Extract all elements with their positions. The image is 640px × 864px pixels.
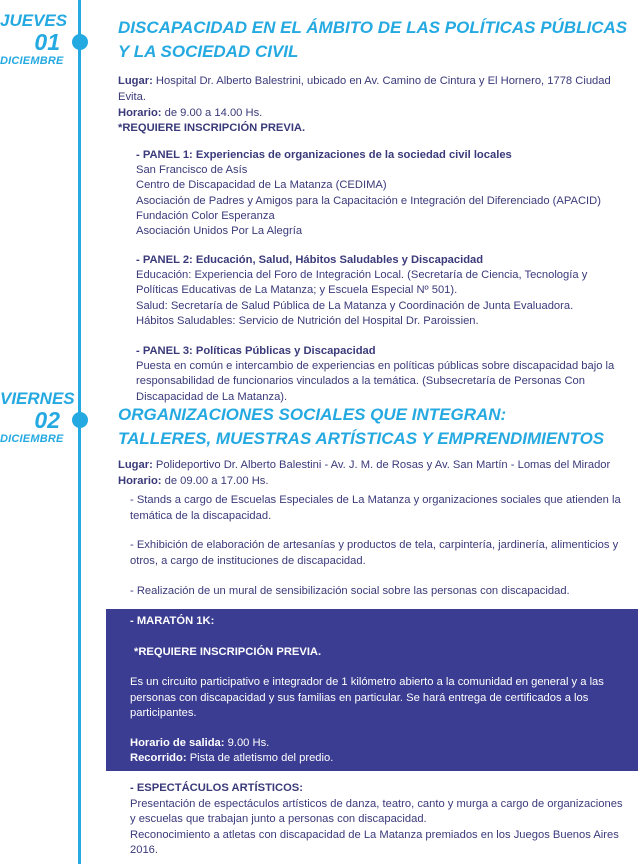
- lugar-label: Lugar:: [118, 75, 153, 87]
- timeline-dot-day1: [72, 34, 88, 50]
- maraton-horario-text: 9.00 Hs.: [227, 737, 270, 749]
- day-name: VIERNES: [0, 389, 75, 408]
- event1-title: [118, 16, 628, 64]
- date-block-day2: [0, 389, 75, 446]
- panel-3: [136, 344, 628, 405]
- horario-label: Horario:: [118, 474, 162, 487]
- horario-label: Horario:: [118, 106, 162, 119]
- day-month: DICIEMBRE: [0, 433, 64, 445]
- maraton-recorrido-label: Recorrido:: [130, 752, 187, 764]
- panel-line: Puesta en común e intercambio de experiencias en políticas públicas sobre discapacidad bajo la responsabilidad de funcionarios vinculados a la temática. (Subsecretaría de Personas Con Discapacidad de La Matanza).: [136, 360, 615, 403]
- maraton-horario-label: Horario de salida:: [130, 737, 225, 749]
- timeline-line: [78, 0, 81, 864]
- maraton-recorrido-text: Pista de atletismo del predio.: [189, 752, 334, 764]
- panel-line: Fundación Color Esperanza: [136, 209, 275, 222]
- panel-line: Hábitos Saludables: Servicio de Nutrición del Hospital Dr. Paroissien.: [136, 314, 479, 327]
- timeline-dot-day2: [72, 412, 88, 428]
- lugar-text: Hospital Dr. Alberto Balestrini, ubicado en Av. Camino de Cintura y El Hornero, 1778 Ciudad Evita.: [118, 75, 611, 103]
- day-month: DICIEMBRE: [0, 55, 64, 67]
- day-number: 02: [34, 407, 60, 433]
- bullet-exhibicion: - Exhibición de elaboración de artesanías y productos de tela, carpintería, jardinería, alimenticios y otros, a cargo de instituciones de discapacidad.: [130, 539, 619, 567]
- espectaculos-section: [130, 781, 628, 859]
- maraton-horario: [130, 736, 624, 752]
- panel-line: Centro de Discapacidad de La Matanza (CEDIMA): [136, 179, 387, 192]
- maraton-requiere: *REQUIERE INSCRIPCIÓN PREVIA.: [134, 646, 322, 658]
- panel-title: - PANEL 1: Experiencias de organizaciones de la sociedad civil locales: [136, 149, 512, 161]
- event2-title-line1: ORGANIZACIONES SOCIALES QUE INTEGRAN:: [118, 405, 507, 424]
- panel-line: San Francisco de Asís: [136, 164, 248, 177]
- maraton-section: [106, 609, 638, 771]
- horario-text: de 9.00 a 14.00 Hs.: [164, 106, 263, 119]
- panel-title: - PANEL 3: Políticas Públicas y Discapacidad: [136, 345, 376, 357]
- horario-text: de 09.00 a 17.00 Hs.: [164, 474, 269, 487]
- event2-title-line2: TALLERES, MUESTRAS ARTÍSTICAS Y EMPRENDIMIENTOS: [118, 429, 605, 448]
- requiere-inscripcion: *REQUIERE INSCRIPCIÓN PREVIA.: [118, 122, 306, 135]
- panel-line: Salud: Secretaría de Salud Pública de La Matanza y Coordinación de Junta Evaluadora.: [136, 299, 574, 312]
- panel-title: - PANEL 2: Educación, Salud, Hábitos Saludables y Discapacidad: [136, 254, 484, 266]
- espectaculos-line2: Reconocimiento a atletas con discapacidad de La Matanza premiados en los Juegos Buenos Aires 2016.: [130, 828, 619, 856]
- event2-info: [118, 458, 628, 490]
- espectaculos-title: - ESPECTÁCULOS ARTÍSTICOS:: [130, 782, 303, 794]
- day-number: 01: [34, 29, 60, 55]
- bullet-mural: - Realización de un mural de sensibilización social sobre las personas con discapacidad.: [130, 585, 570, 597]
- lugar-label: Lugar:: [118, 459, 153, 471]
- event1-title-line2: Y LA SOCIEDAD CIVIL: [118, 42, 299, 61]
- panel-line: Educación: Experiencia del Foro de Integración Local. (Secretaría de Ciencia, Tecnología y Políticas Educativas de La Matanza; y Escuela Especial Nº 501).: [136, 269, 588, 297]
- panel-line: Asociación de Padres y Amigos para la Capacitación e Integración del Diferenciado (APACID): [136, 194, 601, 207]
- lugar-text: Polideportivo Dr. Alberto Balestini - Av. J. M. de Rosas y Av. San Martín - Lomas del Mirador: [155, 459, 611, 471]
- panel-line: Asociación Unidos Por La Alegría: [136, 225, 303, 238]
- panel-1: [136, 148, 628, 239]
- bullet-stands: - Stands a cargo de Escuelas Especiales de La Matanza y organizaciones sociales que atienden la temática de la discapacidad.: [130, 494, 621, 522]
- maraton-title: - MARATÓN 1K:: [130, 615, 215, 627]
- event2-title: [118, 403, 628, 451]
- maraton-recorrido: [130, 751, 624, 767]
- date-block-day1: [0, 11, 68, 68]
- panel-2: [136, 253, 628, 329]
- day-name: JUEVES: [0, 11, 68, 30]
- event1-title-line1: DISCAPACIDAD EN EL ÁMBITO DE LAS POLÍTICAS PÚBLICAS: [118, 18, 628, 37]
- espectaculos-line1: Presentación de espectáculos artísticos de danza, teatro, canto y murga a cargo de organizaciones y escuelas que trabajan junto a personas con discapacidad.: [130, 797, 623, 825]
- maraton-description: Es un circuito participativo e integrador de 1 kilómetro abierto a la comunidad en general y a las personas con discapacidad y sus familias en particular. Se hará entrega de certificados a los participantes.: [130, 676, 604, 719]
- event1-info: [118, 74, 628, 137]
